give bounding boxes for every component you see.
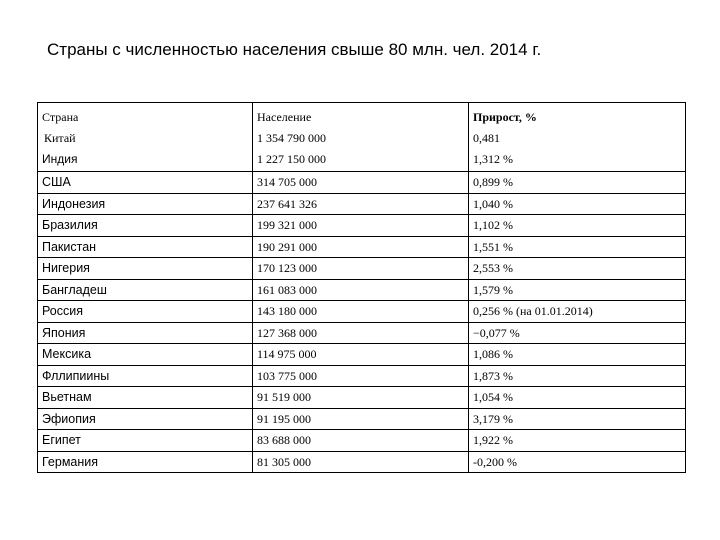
population-value: 81 305 000 <box>253 451 469 473</box>
table-row <box>38 451 686 473</box>
population-value: 91 195 000 <box>253 408 469 430</box>
table-body <box>38 172 686 473</box>
growth-value: 1,054 % <box>469 387 686 409</box>
population-value: 1 227 150 000 <box>257 152 326 166</box>
country-name: Вьетнам <box>38 387 253 409</box>
slide-title: Страны с численностью населения свыше 80 млн. чел. 2014 г. <box>47 40 542 59</box>
population-value: 237 641 326 <box>253 193 469 215</box>
population-value: 143 180 000 <box>253 301 469 323</box>
country-name: Нигерия <box>38 258 253 280</box>
country-name: Россия <box>38 301 253 323</box>
population-value: 103 775 000 <box>253 365 469 387</box>
population-value: 161 083 000 <box>253 279 469 301</box>
country-name: Бразилия <box>38 215 253 237</box>
population-value: 190 291 000 <box>253 236 469 258</box>
header-country: Страна <box>42 110 79 124</box>
table-row <box>38 365 686 387</box>
country-name: Египет <box>38 430 253 452</box>
growth-value: 0,481 <box>473 131 500 145</box>
growth-value: 1,086 % <box>469 344 686 366</box>
population-value: 1 354 790 000 <box>257 131 326 145</box>
growth-value: 1,312 % <box>473 152 513 166</box>
country-name: США <box>38 172 253 194</box>
growth-value: 1,873 % <box>469 365 686 387</box>
table-row <box>38 344 686 366</box>
growth-value: −0,077 % <box>469 322 686 344</box>
table-row <box>38 258 686 280</box>
country-name: Китай <box>44 131 76 145</box>
table-row <box>38 215 686 237</box>
table-row <box>38 387 686 409</box>
country-name: Мексика <box>38 344 253 366</box>
country-name: Индия <box>42 152 78 166</box>
table-row <box>38 172 686 194</box>
header-growth: Прирост, % <box>473 110 537 124</box>
population-value: 127 368 000 <box>253 322 469 344</box>
population-table <box>37 102 686 473</box>
table-row <box>38 301 686 323</box>
population-value: 83 688 000 <box>253 430 469 452</box>
population-value: 170 123 000 <box>253 258 469 280</box>
growth-value: -0,200 % <box>469 451 686 473</box>
growth-value: 1,579 % <box>469 279 686 301</box>
country-name: Эфиопия <box>38 408 253 430</box>
growth-value: 1,551 % <box>469 236 686 258</box>
table-row <box>38 408 686 430</box>
growth-value: 0,256 % (на 01.01.2014) <box>469 301 686 323</box>
country-name: Япония <box>38 322 253 344</box>
table-row <box>38 279 686 301</box>
country-name: Фллипиины <box>38 365 253 387</box>
header-population: Население <box>257 110 312 124</box>
table-row <box>38 193 686 215</box>
table-row <box>38 322 686 344</box>
growth-column-cell <box>469 103 686 172</box>
population-value: 199 321 000 <box>253 215 469 237</box>
table-header-block <box>38 103 686 172</box>
country-name: Индонезия <box>38 193 253 215</box>
growth-value: 0,899 % <box>469 172 686 194</box>
population-value: 114 975 000 <box>253 344 469 366</box>
growth-value: 1,102 % <box>469 215 686 237</box>
population-value: 91 519 000 <box>253 387 469 409</box>
growth-value: 1,922 % <box>469 430 686 452</box>
growth-value: 3,179 % <box>469 408 686 430</box>
country-name: Бангладеш <box>38 279 253 301</box>
country-name: Германия <box>38 451 253 473</box>
growth-value: 1,040 % <box>469 193 686 215</box>
country-column-cell <box>38 103 253 172</box>
growth-value: 2,553 % <box>469 258 686 280</box>
country-name: Пакистан <box>38 236 253 258</box>
table-row <box>38 430 686 452</box>
table-row <box>38 236 686 258</box>
population-value: 314 705 000 <box>253 172 469 194</box>
population-column-cell <box>253 103 469 172</box>
